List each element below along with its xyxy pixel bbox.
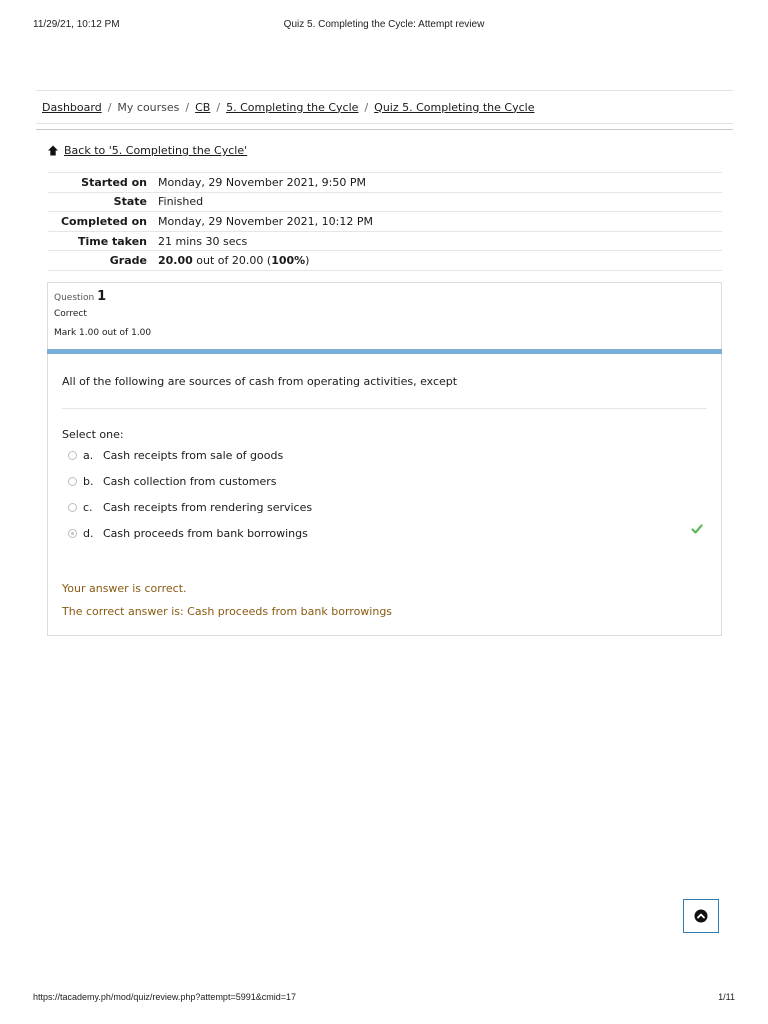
print-header xyxy=(33,19,735,33)
back-link-label[interactable]: Back to '5. Completing the Cycle' xyxy=(64,144,248,157)
summary-row-time-taken xyxy=(48,231,722,251)
grade-out-of: out of 20.00 ( xyxy=(192,254,272,268)
breadcrumb-section[interactable]: 5. Completing the Cycle xyxy=(226,100,359,114)
summary-label: Grade xyxy=(109,254,147,268)
arrow-up-icon xyxy=(47,145,59,156)
print-footer xyxy=(33,992,735,1006)
grade-value xyxy=(158,251,722,271)
breadcrumb-my-courses: My courses xyxy=(117,100,180,114)
summary-row-state xyxy=(48,192,722,212)
summary-value: Monday, 29 November 2021, 9:50 PM xyxy=(158,175,366,189)
question-divider xyxy=(62,408,707,409)
header-divider xyxy=(36,129,733,130)
option-letter: a. xyxy=(83,448,94,462)
back-to-section-link[interactable] xyxy=(47,144,247,157)
print-url: https://tacademy.ph/mod/quiz/review.php?attempt=5991&cmid=17 xyxy=(33,992,296,1002)
summary-value: Monday, 29 November 2021, 10:12 PM xyxy=(158,214,373,228)
option-letter: c. xyxy=(83,500,93,514)
answer-option-b[interactable] xyxy=(68,473,277,489)
summary-value: 21 mins 30 secs xyxy=(158,234,248,248)
breadcrumb-separator: / xyxy=(185,100,190,114)
summary-row-completed xyxy=(48,212,722,232)
question-info-panel xyxy=(47,282,722,349)
question-label: Question xyxy=(54,293,98,303)
chevron-up-icon xyxy=(694,909,708,923)
select-one-prompt: Select one: xyxy=(62,428,124,441)
option-letter: b. xyxy=(83,474,94,488)
breadcrumb-separator: / xyxy=(107,100,112,114)
question-text: All of the following are sources of cash from operating activities, except xyxy=(62,375,458,388)
question-number xyxy=(54,289,715,304)
grade-close: ) xyxy=(305,254,310,268)
attempt-summary-table xyxy=(48,172,722,271)
answer-option-c[interactable] xyxy=(68,499,312,515)
print-page-number: 1/11 xyxy=(718,992,735,1002)
feedback-correct: Your answer is correct. xyxy=(62,582,187,595)
print-datetime: 11/29/21, 10:12 PM xyxy=(33,19,120,30)
question-content xyxy=(47,354,722,636)
answer-option-d[interactable] xyxy=(68,525,308,541)
radio-button[interactable] xyxy=(68,503,77,512)
grade-percent: 100% xyxy=(271,254,306,268)
option-text: Cash proceeds from bank borrowings xyxy=(103,526,308,540)
breadcrumb-course[interactable]: CB xyxy=(195,100,211,114)
option-text: Cash collection from customers xyxy=(103,474,277,488)
grade-score: 20.00 xyxy=(158,254,193,268)
check-icon xyxy=(691,523,703,535)
question-mark: Mark 1.00 out of 1.00 xyxy=(54,328,152,338)
radio-button[interactable] xyxy=(68,451,77,460)
option-text: Cash receipts from sale of goods xyxy=(103,448,284,462)
breadcrumb-quiz[interactable]: Quiz 5. Completing the Cycle xyxy=(374,100,535,114)
feedback-right-answer: The correct answer is: Cash proceeds from bank borrowings xyxy=(62,605,393,618)
radio-button[interactable] xyxy=(68,477,77,486)
option-letter: d. xyxy=(83,526,94,540)
summary-row-grade xyxy=(48,251,722,271)
answer-option-a[interactable] xyxy=(68,447,283,463)
breadcrumb-separator: / xyxy=(364,100,369,114)
breadcrumb xyxy=(36,90,733,124)
summary-value: Finished xyxy=(158,195,204,209)
question-number-value: 1 xyxy=(97,289,107,304)
breadcrumb-dashboard[interactable]: Dashboard xyxy=(42,100,102,114)
summary-label: Time taken xyxy=(77,234,147,248)
option-text: Cash receipts from rendering services xyxy=(103,500,313,514)
question-state: Correct xyxy=(54,309,87,319)
print-title: Quiz 5. Completing the Cycle: Attempt review xyxy=(283,19,485,30)
summary-label: Started on xyxy=(81,175,147,189)
summary-row-started xyxy=(48,173,722,193)
summary-label: Completed on xyxy=(60,214,147,228)
radio-button-selected[interactable] xyxy=(68,529,77,538)
breadcrumb-separator: / xyxy=(216,100,221,114)
back-to-top-button[interactable] xyxy=(683,899,719,933)
summary-label: State xyxy=(113,195,147,209)
